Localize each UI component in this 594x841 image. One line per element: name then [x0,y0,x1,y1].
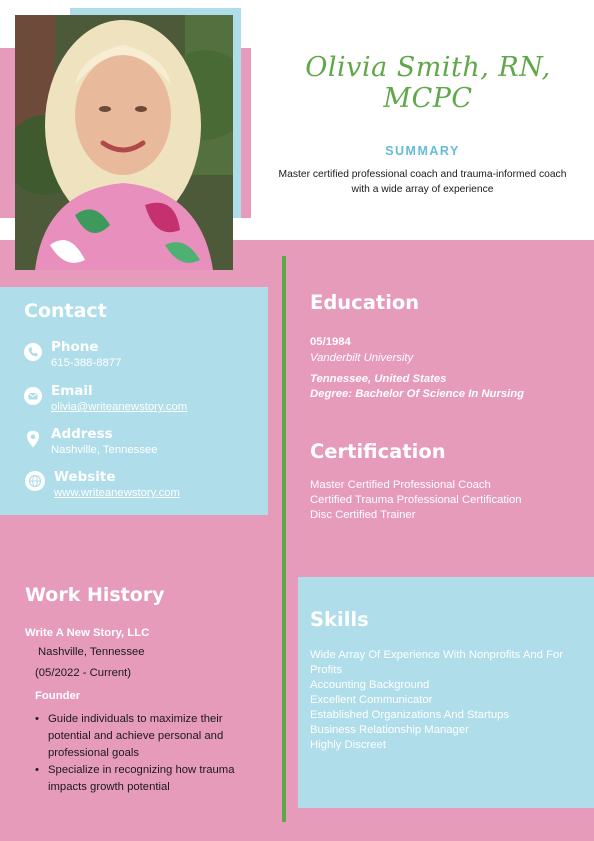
address-value: Nashville, Tennessee [51,444,158,456]
skill-item: Highly Discreet [310,739,386,751]
website-link[interactable]: www.writeanewstory.com [54,487,180,499]
skill-item: Wide Array Of Experience With Nonprofits And For Profits [310,649,564,676]
certification-heading: Certification [310,440,446,463]
column-divider [282,256,286,822]
responsibility-item: • Specialize in recognizing how trauma impacts growth potential [48,762,263,796]
skill-item: Business Relationship Manager [310,724,469,736]
certification-item: Master Certified Professional Coach [310,479,491,491]
work-company: Write A New Story, LLC [25,627,150,639]
contact-label: Website [54,469,116,485]
phone-number: 615-388-8877 [51,357,122,369]
education-school: Vanderbilt University [310,352,414,364]
work-location: Nashville, Tennessee [38,646,145,658]
email-icon [24,387,42,405]
certification-item: Disc Certified Trainer [310,509,416,521]
contact-label: Phone [51,339,99,355]
photo-accent-strip [233,8,241,218]
skill-item: Excellent Communicator [310,694,433,706]
work-history-heading: Work History [25,584,165,606]
work-responsibilities [48,711,263,796]
education-heading: Education [310,291,420,314]
skills-list [310,648,580,753]
summary-text: Master certified professional coach and trauma-informed coach with a wide array of experience [278,169,567,195]
location-pin-icon [24,430,42,448]
contact-heading: Contact [24,300,107,322]
responsibility-item: • Guide individuals to maximize their potential and achieve personal and professional goals [48,711,263,762]
profile-photo [15,15,233,270]
email-link[interactable]: olivia@writeanewstory.com [51,401,188,413]
work-dates: (05/2022 - Current) [35,667,132,679]
certification-list [310,478,522,523]
summary-heading: SUMMARY [385,144,460,158]
skills-heading: Skills [310,608,369,631]
education-date: 05/1984 [310,336,351,348]
education-location: Tennessee, United States [310,373,447,385]
skill-item: Accounting Background [310,679,430,691]
skill-item: Established Organizations And Startups [310,709,510,721]
candidate-name: Olivia Smith, RN, MCPC [305,52,551,114]
contact-label: Email [51,383,93,399]
contact-label: Address [51,426,113,442]
education-degree: Degree: Bachelor Of Science In Nursing [310,388,525,400]
globe-icon [25,471,45,491]
phone-icon [24,343,42,361]
certification-item: Certified Trauma Professional Certification [310,494,522,506]
work-role: Founder [35,690,81,702]
